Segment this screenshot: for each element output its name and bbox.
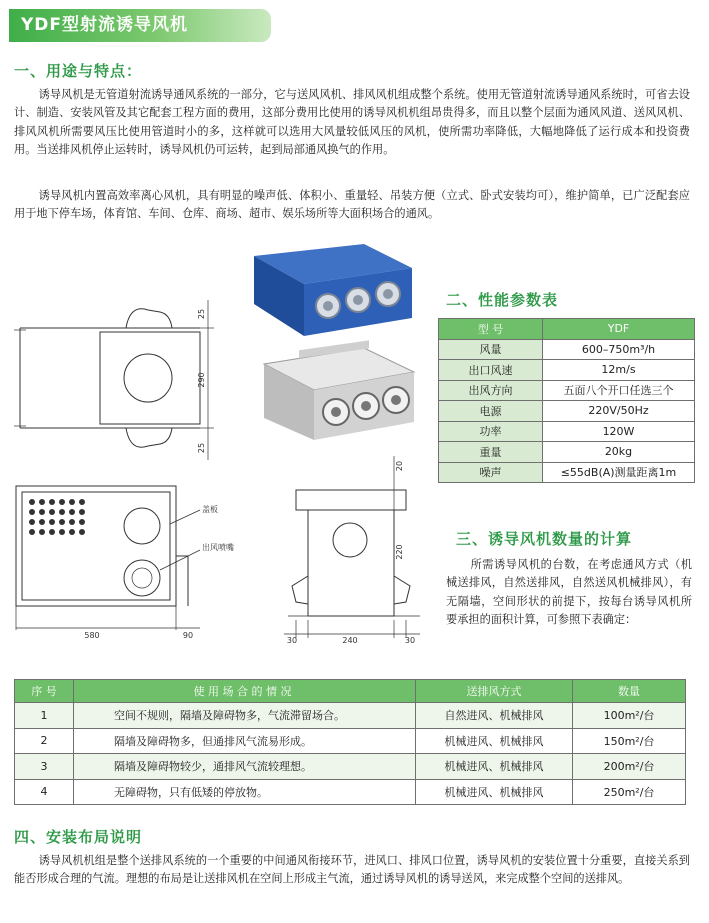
param-row bbox=[439, 442, 695, 463]
dim-290: 290 bbox=[197, 372, 206, 388]
table-row bbox=[15, 754, 686, 780]
dim-20: 20 bbox=[395, 460, 404, 472]
row-case: 空间不规则，隔墙及障碍物多，气流滞留场合。 bbox=[74, 703, 416, 729]
header-mode: 送排风方式 bbox=[416, 680, 573, 703]
row-qty: 100m²/台 bbox=[573, 703, 686, 729]
param-value: 20kg bbox=[543, 442, 695, 463]
technical-drawing bbox=[0, 300, 440, 660]
param-key: 重量 bbox=[439, 442, 543, 463]
drawing-front-view bbox=[16, 486, 234, 640]
row-case: 隔墙及障碍物较少，通排风气流较理想。 bbox=[74, 754, 416, 780]
row-qty: 250m²/台 bbox=[573, 779, 686, 805]
param-row bbox=[439, 360, 695, 381]
dim-25-bottom: 25 bbox=[197, 442, 206, 454]
param-row bbox=[439, 421, 695, 442]
param-row bbox=[439, 339, 695, 360]
dim-30-right: 30 bbox=[404, 636, 416, 645]
header-no: 序 号 bbox=[15, 680, 74, 703]
row-case: 无障碍物，只有低矮的停放物。 bbox=[74, 779, 416, 805]
row-no: 2 bbox=[15, 728, 74, 754]
row-no: 1 bbox=[15, 703, 74, 729]
param-key: 风量 bbox=[439, 339, 543, 360]
usage-paragraph-2: 诱导风机内置高效率离心风机，具有明显的噪声低、体积小、重量轻、吊装方便（立式、卧式安装均可），维护简单，已广泛配套应用于地下停车场，体育馆、车间、仓库、商场、超市、娱乐场所等大面积场合的通风。 bbox=[14, 189, 690, 221]
param-row bbox=[439, 462, 695, 483]
label-cover: 盖板 bbox=[202, 505, 218, 514]
param-value: 120W bbox=[543, 421, 695, 442]
param-value: ≤55dB(A)测量距离1m bbox=[543, 462, 695, 483]
param-table bbox=[438, 318, 695, 483]
quantity-table bbox=[14, 679, 686, 805]
section-heading-layout: 四、安装布局说明 bbox=[14, 828, 143, 846]
drawing-top-view bbox=[14, 300, 214, 460]
usage-paragraph-1: 诱导风机是无管道射流诱导通风系统的一部分，它与送风风机、排风风机组成整个系统。使用无管道射流诱导通风系统时，可省去设计、制造、安装风管及其它配套工程方面的费用，这部分费用比使用的诱导风机机组昂贵得多，而且以整个层面为通风风道、送风风机、排风风机所需要风压比使用管道时小的多，这样就可以选用大风量较低风压的风机，使所需功率降低，大幅地降低了运行成本和投资费用。当送排风机停止运转时，诱导风机仍可运转，起到局部通风换气的作用。 bbox=[14, 88, 690, 157]
param-key: 电源 bbox=[439, 401, 543, 422]
layout-paragraph: 诱导风机机组是整个送排风系统的一个重要的中间通风衔接环节，进风口、排风口位置，诱导风机的安装位置十分重要，直接关系到能否形成合理的气流。理想的布局是让送排风机在空间上形成主气流，通过诱导风机的诱导送风，来完成整个空间的送排风。 bbox=[14, 854, 690, 886]
param-value: 五面八个开口任选三个 bbox=[543, 380, 695, 401]
row-mode: 自然进风、机械排风 bbox=[416, 703, 573, 729]
page-title: YDF型射流诱导风机 bbox=[9, 9, 271, 42]
table-row bbox=[15, 779, 686, 805]
section-heading-params: 二、性能参数表 bbox=[446, 291, 559, 309]
param-value: 600–750m³/h bbox=[543, 339, 695, 360]
param-row bbox=[439, 401, 695, 422]
quantity-header-row bbox=[15, 680, 686, 703]
dim-90: 90 bbox=[182, 631, 194, 640]
param-header-value: YDF bbox=[543, 319, 695, 340]
row-mode: 机械进风、机械排风 bbox=[416, 728, 573, 754]
param-value: 220V/50Hz bbox=[543, 401, 695, 422]
dim-240: 240 bbox=[342, 636, 358, 645]
row-qty: 200m²/台 bbox=[573, 754, 686, 780]
table-row bbox=[15, 728, 686, 754]
param-header-row bbox=[439, 319, 695, 340]
row-no: 4 bbox=[15, 779, 74, 805]
dim-220: 220 bbox=[395, 544, 404, 560]
param-key: 噪声 bbox=[439, 462, 543, 483]
row-case: 隔墙及障碍物多，但通排风气流易形成。 bbox=[74, 728, 416, 754]
table-row bbox=[15, 703, 686, 729]
section-heading-usage: 一、用途与特点： bbox=[14, 62, 143, 80]
param-header-key: 型 号 bbox=[439, 319, 543, 340]
row-qty: 150m²/台 bbox=[573, 728, 686, 754]
calc-paragraph: 所需诱导风机的台数，在考虑通风方式（机械送排风，自然送排风，自然送风机械排风），有无隔墙，空间形状的前提下，按每台诱导风机所要承担的面积计算，可参照下表确定： bbox=[446, 558, 692, 627]
dim-580: 580 bbox=[84, 631, 100, 640]
section-heading-calc: 三、诱导风机数量的计算 bbox=[456, 530, 633, 548]
drawing-side-view bbox=[284, 456, 420, 645]
param-key: 功率 bbox=[439, 421, 543, 442]
param-row bbox=[439, 380, 695, 401]
label-nozzle: 出风喷嘴 bbox=[202, 543, 234, 552]
dim-30-left: 30 bbox=[286, 636, 298, 645]
param-value: 12m/s bbox=[543, 360, 695, 381]
dim-25-top: 25 bbox=[197, 308, 206, 320]
param-key: 出口风速 bbox=[439, 360, 543, 381]
param-key: 出风方向 bbox=[439, 380, 543, 401]
row-mode: 机械进风、机械排风 bbox=[416, 754, 573, 780]
row-mode: 机械进风、机械排风 bbox=[416, 779, 573, 805]
row-no: 3 bbox=[15, 754, 74, 780]
header-case: 使 用 场 合 的 情 况 bbox=[74, 680, 416, 703]
header-qty: 数量 bbox=[573, 680, 686, 703]
